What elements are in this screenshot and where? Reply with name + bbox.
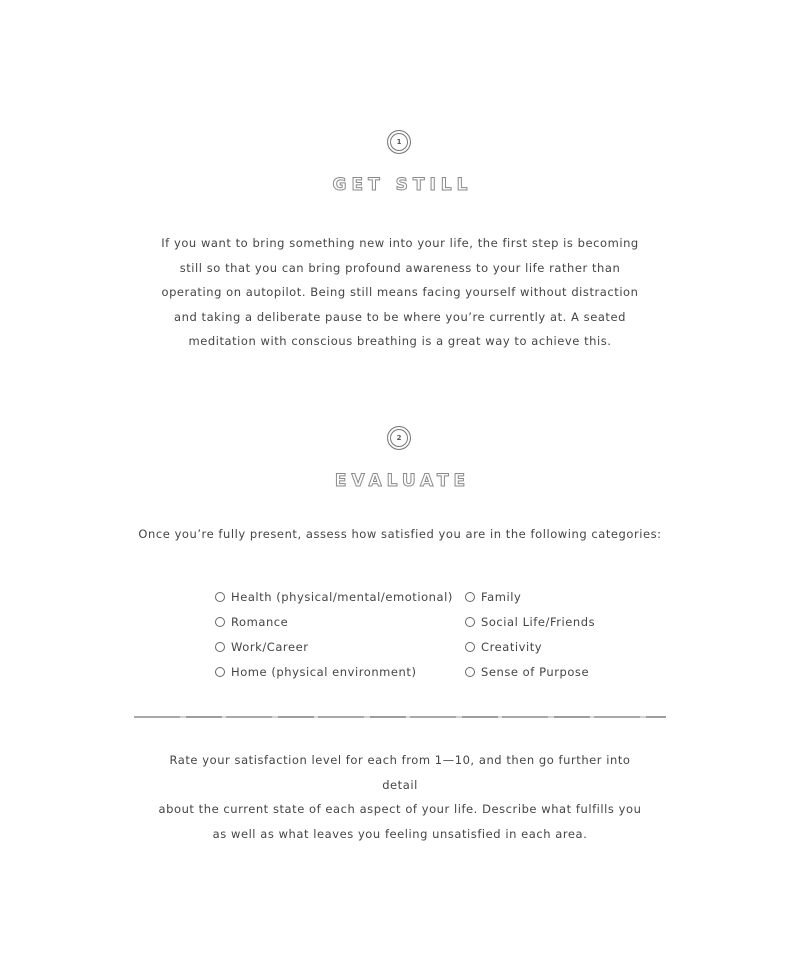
step-1-title: GET STILL [332,175,473,195]
paragraph-line: Rate your satisfaction level for each from 1—10, and then go further into detail [169,753,631,792]
category-label: Creativity [481,639,543,654]
category-item[interactable] [215,584,453,609]
radio-circle-icon[interactable] [465,592,475,602]
category-item[interactable] [465,659,595,684]
category-label: Home (physical environment) [231,664,417,679]
radio-circle-icon[interactable] [215,667,225,677]
paragraph-line: operating on autopilot. Being still means facing yourself without distraction [161,285,639,300]
step-2-title: EVALUATE [334,471,471,491]
step-2-number: 2 [396,433,402,442]
category-label: Romance [231,614,289,629]
category-label: Sense of Purpose [481,664,590,679]
category-item[interactable] [465,609,595,634]
category-item[interactable] [215,659,453,684]
step-2-badge [387,426,411,450]
categories-right-column [465,584,595,684]
radio-circle-icon[interactable] [215,617,225,627]
step-1-paragraph [150,231,650,354]
radio-circle-icon[interactable] [465,617,475,627]
step-1-number: 1 [396,137,402,146]
paragraph-line: If you want to bring something new into your life, the first step is becoming [161,236,639,250]
category-item[interactable] [465,634,595,659]
paragraph-line: as well as what leaves you feeling unsatisfied in each area. [212,826,588,841]
radio-circle-icon[interactable] [465,667,475,677]
paragraph-line: and taking a deliberate pause to be where you’re currently at. A seated [174,309,626,324]
step-1-badge [387,130,411,154]
category-item[interactable] [215,634,453,659]
paragraph-line: still so that you can bring profound awareness to your life rather than [179,260,621,275]
category-item[interactable] [465,584,595,609]
radio-circle-icon[interactable] [465,642,475,652]
radio-circle-icon[interactable] [215,592,225,602]
evaluate-closing-paragraph [150,748,650,846]
categories-left-column [215,584,453,684]
category-item[interactable] [215,609,453,634]
evaluate-intro: Once you’re fully present, assess how satisfied you are in the following categories: [138,527,662,541]
category-label: Family [481,589,522,604]
radio-circle-icon[interactable] [215,642,225,652]
paragraph-line: meditation with conscious breathing is a great way to achieve this. [188,334,612,349]
category-label: Work/Career [231,639,309,654]
category-label: Social Life/Friends [481,614,596,629]
paragraph-line: about the current state of each aspect of your life. Describe what fulfills you [158,802,642,817]
category-label: Health (physical/mental/emotional) [231,589,453,604]
section-divider [134,716,666,718]
